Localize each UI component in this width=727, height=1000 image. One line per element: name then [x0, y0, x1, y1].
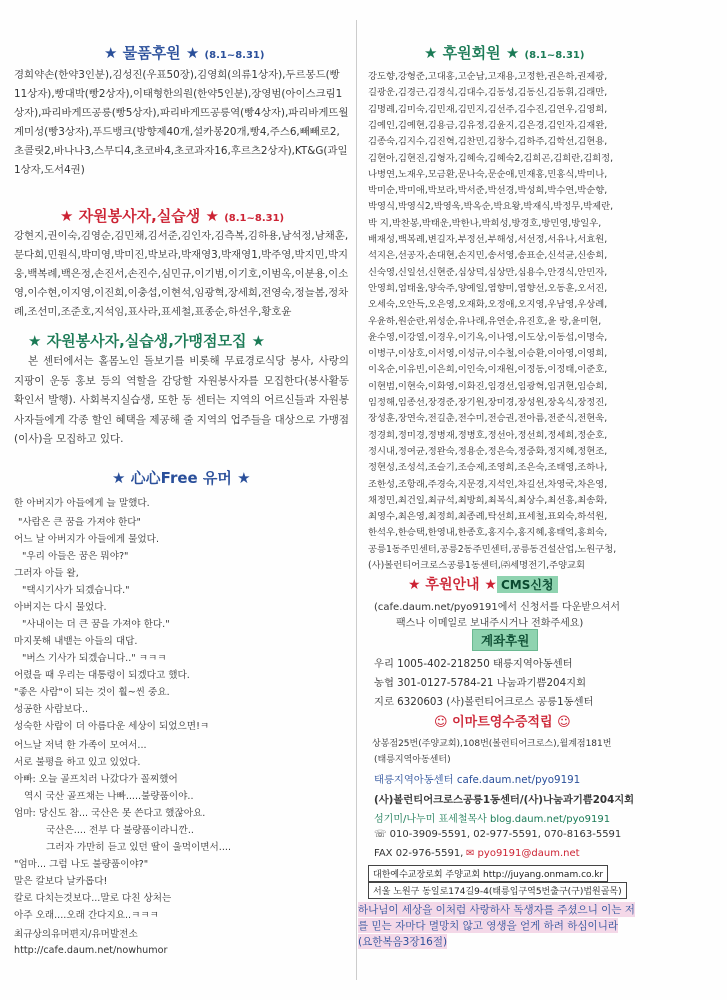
- emart-title: ☺ 이마트영수증적립 ☺: [434, 715, 571, 730]
- humor-line: 어느 날 아버지가 아들에게 물었다.: [14, 534, 159, 545]
- column-divider: [356, 20, 357, 980]
- humor-line: 성공한 사람보다..: [14, 704, 89, 715]
- member-row: 석지은,선공자,손대현,손지민,송서영,송표순,신석균,신송희,: [368, 250, 608, 262]
- humor-line: "택시기사가 되겠습니다.": [22, 585, 130, 596]
- humor-line: "버스 기사가 되겠습니다.." ㅋㅋㅋ: [22, 653, 167, 664]
- humor-line: 말은 칼보다 날카롭다!: [14, 876, 108, 887]
- member-row: 배재성,백복례,변길자,부정선,부해성,서선정,서유나,서효원,: [368, 234, 608, 245]
- members-title: ★ 후원회원 ★ (8.1~8.31): [424, 44, 585, 62]
- member-row: 안영희,엄태울,양숙주,양예일,염향미,염향선,오동훈,오서진,: [368, 282, 608, 294]
- support-desc: (cafe.daum.net/pyo9191에서 신청서를 다운받으셔서: [374, 602, 621, 613]
- member-row: 정현성,조성석,조슬기,조승제,조영희,조은숙,조태영,조하나,: [368, 462, 608, 474]
- goods-donors: 경희약손(한약3인분),김성진(우표50장),김영희(의류1상자),두르몽드(빵11상자),빵대박(빵2상자),이태형한의원(한약5인분),장영범(아이스크림1상자),파리바게뜨공릉(빵5상자),파리바게뜨공릉역(빵4상자),파리바게뜨월계미성(빵3상자),푸드뱅크(방향제40개,설카봉20개,빵4,주스6,빼빼로2,초콜릿2,바나나3,스무디4,초코바4,초코과자16,후르츠2상자),KT&G(과일1상자,도서4권): [14, 69, 349, 176]
- member-row: 나병연,노재우,모금환,문나숙,문순애,민재홍,민홍식,박미나,: [368, 168, 608, 180]
- humor-line: 아빠: 오늘 골프치러 나갔다가 꼴찌했어: [14, 774, 178, 785]
- member-row: 공릉1동주민센터,공릉2동주민센터,공릉동건설산업,노원구청,: [368, 543, 617, 555]
- member-row: 강도향,강형준,고대홍,고순남,고재용,고정한,권은하,권제광,: [368, 71, 608, 82]
- recruit-title: ★ 자원봉사자,실습생,가맹점모집 ★: [28, 332, 266, 350]
- member-row: 김현아,김현진,김형자,김혜숙,김혜숙2,김희곤,김희란,김희정,: [368, 152, 614, 164]
- address-box: 서울 노원구 동일로174길9-4(태릉입구역5번출구(구)법원골목): [368, 882, 627, 899]
- member-row: 이옥순,이유빈,이은희,이인숙,이재원,이정동,이정태,이준호,: [368, 364, 608, 376]
- humor-title: ★ 心心Free 유머 ★: [112, 469, 251, 487]
- phone-line: ☏ 010-3909-5591, 02-977-5591, 070-8163-5591: [374, 829, 622, 840]
- humor-line: 칼로 다치는것보다...말로 다친 상처는: [14, 893, 172, 904]
- bible-verse: 를 믿는 자마다 멸망치 않고 영생을 얻게 하려 하심이니라: [358, 920, 618, 932]
- humor-line: "우리 아들은 꿈은 뭐야?": [22, 551, 129, 562]
- member-row: 김예인,김예현,김용금,김유정,김윤지,김은경,김인자,김재완,: [368, 119, 608, 131]
- account-donation-button[interactable]: 계좌후원: [472, 629, 538, 651]
- member-row: 박미순,박미애,박보라,박서준,박선경,박성희,박수연,박순향,: [368, 185, 608, 197]
- humor-source: 최규상의유머편지/유머발전소: [14, 929, 138, 940]
- member-row: 우윤하,원순란,위성순,유나래,유연순,유진호,윤 랑,윤미현,: [368, 315, 602, 327]
- member-row: 김명례,김미숙,김민재,김민지,김선주,김수진,김연우,김영희,: [368, 103, 608, 115]
- member-row: 정경희,정미경,정병재,정병호,정선아,정선희,정세희,정순호,: [368, 429, 608, 441]
- member-row: 이현범,이현숙,이화영,이화진,임경선,임광혁,임귀현,임승희,: [368, 380, 608, 392]
- humor-line: "엄마... 그럼 나도 불량품이야?": [14, 859, 149, 870]
- member-row: (사)볼런티어크로스공릉1동센터,㈜세명전기,주양교회: [368, 560, 585, 571]
- humor-line: 서로 불평을 하고 있고 있었다.: [14, 757, 141, 768]
- humor-line: 엄마: 당신도 참... 국산은 못 쓴다고 했잖아요.: [14, 808, 206, 819]
- humor-line: 어느날 저녁 한 가족이 모여서...: [14, 740, 147, 751]
- humor-line: 그러자 가만히 듣고 있던 딸이 울먹이면서....: [46, 842, 231, 853]
- member-row: 최영수,최은영,최정희,최종례,탁선희,표세철,표외숙,하석원,: [368, 511, 608, 523]
- member-row: 오세숙,오안득,오은영,오재화,오정애,오지영,우남영,우상례,: [368, 299, 608, 311]
- humor-url[interactable]: http://cafe.daum.net/nowhumor: [14, 945, 168, 956]
- humor-line: 국산은.... 전부 다 불량품이라니깐..: [46, 825, 194, 836]
- member-row: 한석우,한승택,한영내,한종호,홍지수,홍지혜,홍태억,홍희숙,: [368, 527, 608, 539]
- blog-line[interactable]: 섬기미/나누미 표세철목사 blog.daum.net/pyo9191: [374, 814, 611, 825]
- humor-line: 그러자 아들 왈,: [14, 568, 79, 579]
- bible-verse: 하나님이 세상을 이처럼 사랑하사 독생자를 주셨으니 이는 저: [358, 904, 635, 916]
- goods-title: ★ 물품후원 ★ (8.1~8.31): [104, 44, 265, 62]
- account-line: 지로 6320603 (사)볼런티어크로스 공릉1동센터: [374, 696, 594, 708]
- account-line: 우리 1005-402-218250 태릉지역아동센터: [374, 658, 573, 670]
- cms-badge[interactable]: CMS신청: [497, 576, 558, 593]
- member-row: 임정해,임종선,장경준,장기원,장미경,장성원,장옥식,장정진,: [368, 397, 608, 408]
- member-row: 박 지,박찬봉,박태운,박한나,박희성,방경호,방민영,방일우,: [368, 217, 602, 229]
- org-line: (사)볼런티어크로스공릉1동센터/(사)나눔과기쁨204지회: [374, 794, 635, 806]
- member-row: 정시내,정여균,정완숙,정용순,정은숙,정중화,정지혜,정현조,: [368, 445, 608, 457]
- humor-line: 아버지는 다시 물었다.: [14, 602, 107, 613]
- bible-verse-ref: (요한복음3장16절): [358, 936, 448, 948]
- member-row: 신숙영,신일선,신현준,심상덕,심상만,심용수,안경식,안민자,: [368, 266, 608, 278]
- member-row: 김종숙,김지수,김진혁,김찬민,김창수,김하주,김학선,김현용,: [368, 136, 608, 148]
- humor-line: 성숙한 사람이 더 아름다운 세상이 되었으면!ㅋ: [14, 721, 210, 732]
- member-row: 이병구,이상호,이서영,이성규,이수철,이승환,이아영,이영희,: [368, 348, 608, 360]
- support-desc: 팩스나 이메일로 보내주시거나 전화주세요): [396, 618, 584, 629]
- cafe-link[interactable]: 태릉지역아동센터 cafe.daum.net/pyo9191: [374, 774, 581, 786]
- humor-line: "좋은 사람"이 되는 것이 훨~씬 중요.: [14, 687, 170, 698]
- member-row: 조한성,조항래,주경숙,지문경,지석인,차길선,차영국,차은영,: [368, 478, 608, 490]
- member-row: 윤수영,이강열,이경우,이기옥,이나영,이도상,이동섭,이명숙,: [368, 331, 608, 343]
- humor-line: 어렸을 때 우리는 대통령이 되겠다고 했다.: [14, 670, 190, 681]
- support-title: ★ 후원안내 ★ CMS신청: [408, 574, 558, 594]
- fax-line: FAX 02-976-5591,: [374, 848, 464, 859]
- emart-info: 상봉점25번(주양교회),108번(볼런티어크로스),월계점181번: [372, 739, 612, 749]
- recruit-text: 본 센터에서는 홀몸노인 돌보기를 비롯해 무료경로식당 봉사, 사랑의 지팡이 운동 홍보 등의 역할을 감당할 자원봉사자를 모집한다(봉사활동 확인서 발행). 사회복지실습생, 또한 동 센터는 지역의 어르신들과 자원봉사자들에게 각종 할인 혜택을 제공해 줄 지역의 업주들을 대상으로 가맹점(이사)을 모집하고 있다.: [14, 355, 349, 445]
- humor-line: "사람은 큰 꿈을 가져야 한다": [18, 517, 141, 528]
- church-info-box: 대한예수교장로회 주양교회 http://juyang.onmam.co.kr: [368, 865, 608, 882]
- humor-line: 한 아버지가 아들에게 늘 말했다.: [14, 498, 150, 509]
- member-row: 채정민,최건일,최규석,최방희,최복식,최상수,최선흥,최송화,: [368, 494, 608, 506]
- member-row: 길광운,김경근,김경식,김대수,김동성,김동신,김동휘,김래만,: [368, 87, 608, 99]
- member-row: 박영식,박영식2,박영욱,박옥순,박요왕,박재식,박정무,박제란,: [368, 201, 614, 213]
- volunteers-list: 강현지,권이숙,김영순,김민채,김서준,김인자,김측복,김하용,남석정,남채훈,문다희,민원식,박미영,박미진,박보라,박재영3,박재영1,박주영,박지민,박지웅,백복례,백은정,손진서,손진수,심민규,이기범,이기호,이범옥,이분용,이소영,이수현,이지영,이진희,이충섭,이현석,임광혁,장세희,전영숙,정늘봄,정차례,조선미,조준호,지석임,표사라,표세철,표종순,하선우,황호윤: [14, 230, 349, 318]
- account-line: 농협 301-0127-5784-21 나눔과기쁨204지회: [374, 677, 587, 689]
- member-row: 장성훈,장연숙,전길춘,전수미,전승권,전아름,전준식,전현욱,: [368, 413, 608, 425]
- humor-line: 마지못해 내뱉는 아들의 대답.: [14, 636, 138, 647]
- humor-line: "사내이는 더 큰 꿈을 가져야 한다.": [22, 619, 170, 630]
- emart-info: (태릉지역아동센터): [374, 755, 451, 765]
- humor-line: 역시 국산 골프채는 나빠.....불량품이야..: [24, 791, 194, 802]
- email-link[interactable]: ✉ pyo9191@daum.net: [466, 848, 580, 859]
- humor-line: 아주 오래....오래 간다지요..ㅋㅋㅋ: [14, 910, 159, 921]
- volunteers-title: ★ 자원봉사자,실습생 ★ (8.1~8.31): [60, 207, 285, 225]
